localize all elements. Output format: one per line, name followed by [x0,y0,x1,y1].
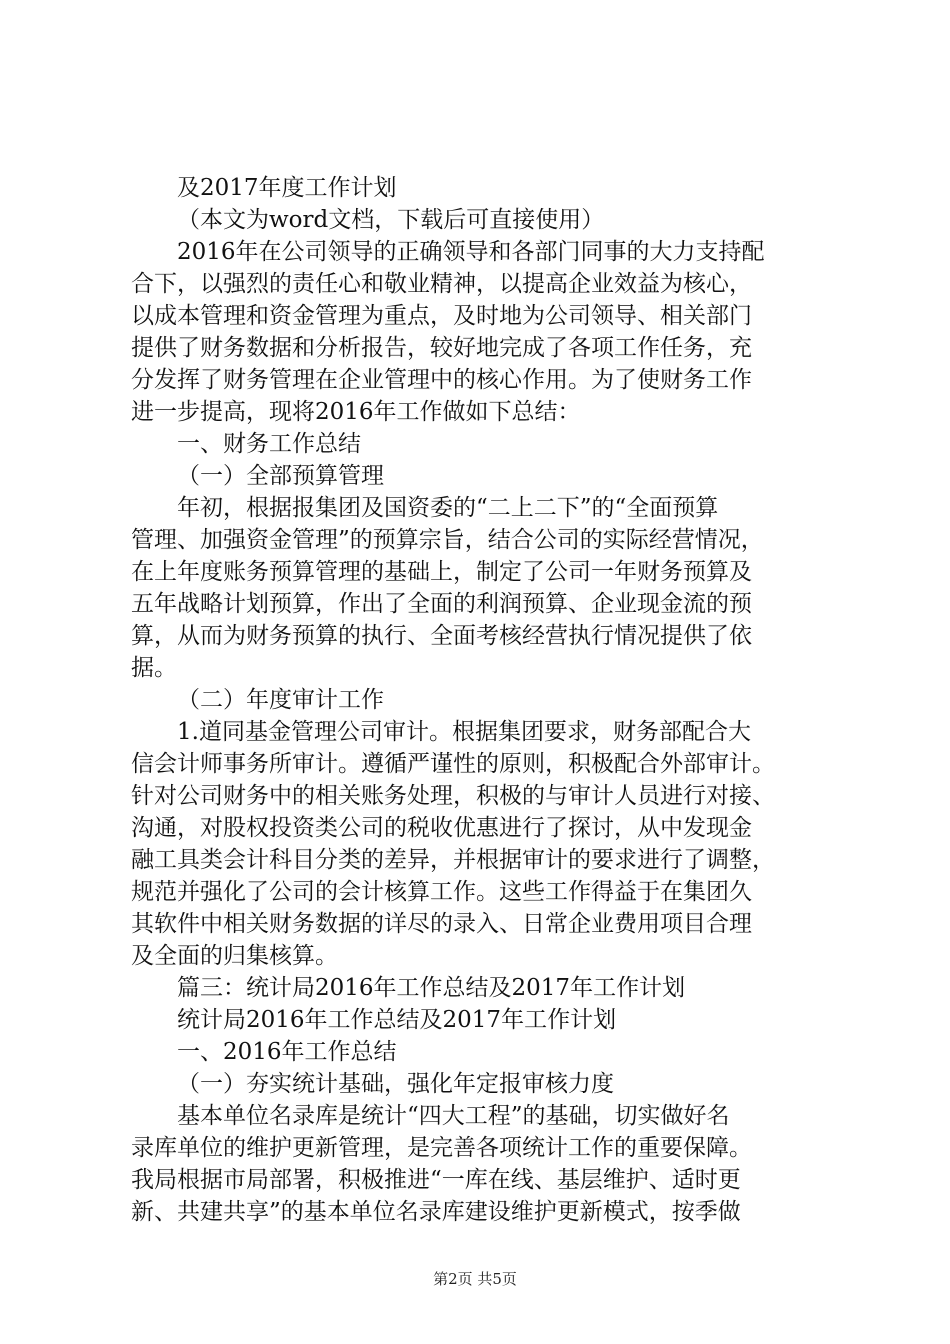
text-line: 信会计师事务所审计。遵循严谨性的原则，积极配合外部审计。 [131,751,775,777]
text-line: 针对公司财务中的相关账务处理，积极的与审计人员进行对接、 [131,783,775,809]
text-line: （一）全部预算管理 [177,463,384,489]
text-line: 分发挥了财务管理在企业管理中的核心作用。为了使财务工作 [131,367,752,393]
text-line: （二）年度审计工作 [177,687,384,713]
text-line: 1.道同基金管理公司审计。根据集团要求，财务部配合大 [177,719,751,745]
text-line: 基本单位名录库是统计“四大工程”的基础，切实做好名 [177,1103,730,1129]
text-line: （一）夯实统计基础，强化年定报审核力度 [177,1071,614,1097]
text-line: 以成本管理和资金管理为重点，及时地为公司领导、相关部门 [131,303,752,329]
text-line: 进一步提高，现将2016年工作做如下总结： [131,399,581,425]
text-line: 及全面的归集核算。 [131,943,338,969]
text-line: 新、共建共享”的基本单位名录库建设维护更新模式，按季做 [131,1199,741,1225]
text-line: 合下，以强烈的责任心和敬业精神，以提高企业效益为核心， [131,271,752,297]
text-line: 一、2016年工作总结 [177,1039,397,1065]
text-line: 篇三：统计局2016年工作总结及2017年工作计划 [177,975,686,1001]
text-line: 算，从而为财务预算的执行、全面考核经营执行情况提供了依 [131,623,752,649]
text-line: 录库单位的维护更新管理，是完善各项统计工作的重要保障。 [131,1135,752,1161]
text-line: 在上年度账务预算管理的基础上，制定了公司一年财务预算及 [131,559,752,585]
text-line: 年初，根据报集团及国资委的“二上二下”的“全面预算 [177,495,719,521]
text-line: 规范并强化了公司的会计核算工作。这些工作得益于在集团久 [131,879,752,905]
text-line: 五年战略计划预算，作出了全面的利润预算、企业现金流的预 [131,591,752,617]
text-line: 沟通，对股权投资类公司的税收优惠进行了探讨，从中发现金 [131,815,752,841]
text-line: 提供了财务数据和分析报告，较好地完成了各项工作任务，充 [131,335,752,361]
text-line: 2016年在公司领导的正确领导和各部门同事的大力支持配 [177,239,765,265]
text-line: 及2017年度工作计划 [177,175,397,201]
document-body [131,172,831,1228]
text-line: 据。 [131,655,177,681]
page-footer: 第2页 共5页 [433,1270,517,1288]
text-line: 统计局2016年工作总结及2017年工作计划 [177,1007,617,1033]
text-line: 我局根据市局部署，积极推进“一库在线、基层维护、适时更 [131,1167,741,1193]
text-line: （本文为word文档，下载后可直接使用） [177,207,605,233]
text-line: 一、财务工作总结 [177,431,361,457]
text-line: 融工具类会计科目分类的差异，并根据审计的要求进行了调整， [131,847,775,873]
text-line: 其软件中相关财务数据的详尽的录入、日常企业费用项目合理 [131,911,752,937]
text-line: 管理、加强资金管理”的预算宗旨，结合公司的实际经营情况， [131,527,764,553]
